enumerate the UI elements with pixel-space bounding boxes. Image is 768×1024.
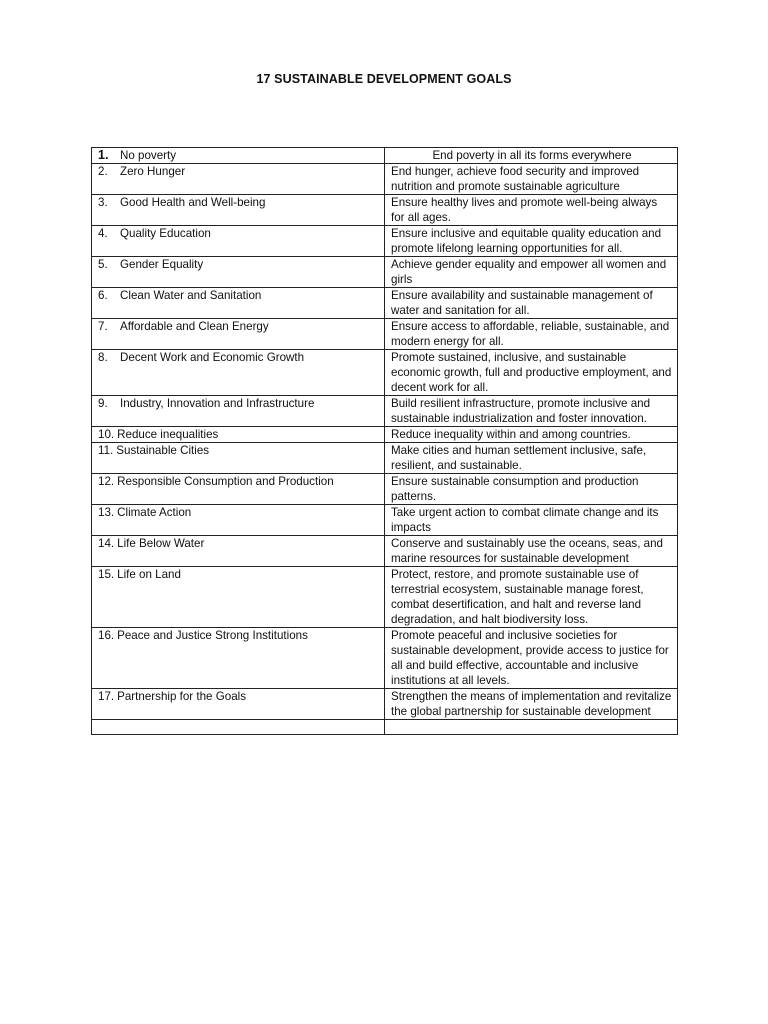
goal-number: 3. (98, 196, 108, 209)
goal-number: 12. (98, 475, 115, 488)
goal-name-cell (92, 164, 385, 195)
empty-cell (385, 720, 678, 735)
goal-name: Gender Equality (120, 258, 204, 271)
goal-description: Ensure healthy lives and promote well-being always for all ages. (385, 195, 678, 226)
goal-description: Make cities and human settlement inclusive, safe, resilient, and sustainable. (385, 443, 678, 474)
goal-name-cell (92, 350, 385, 396)
goal-number: 8. (98, 351, 108, 364)
goal-name: Clean Water and Sanitation (120, 289, 262, 302)
table-row (92, 505, 678, 536)
goal-number: 10. (98, 428, 115, 441)
goal-number: 16. (98, 629, 115, 642)
page-title: 17 SUSTAINABLE DEVELOPMENT GOALS (256, 72, 512, 86)
goal-description: End hunger, achieve food security and improved nutrition and promote sustainable agriculture (385, 164, 678, 195)
goal-number: 7. (98, 320, 108, 333)
goal-description: Conserve and sustainably use the oceans, seas, and marine resources for sustainable development (385, 536, 678, 567)
goal-name-cell (92, 628, 385, 689)
goal-number: 14. (98, 537, 115, 550)
goal-name-cell (92, 443, 385, 474)
goal-name-cell (92, 536, 385, 567)
goal-description: Promote peaceful and inclusive societies for sustainable development, provide access to justice for all and build effective, accountable and inclusive institutions at all levels. (385, 628, 678, 689)
table-row (92, 148, 678, 164)
table-row (92, 427, 678, 443)
goal-name: Climate Action (117, 506, 192, 519)
goal-name-cell (92, 288, 385, 319)
goal-description: Ensure access to affordable, reliable, sustainable, and modern energy for all. (385, 319, 678, 350)
empty-cell (92, 720, 385, 735)
goal-description: Ensure availability and sustainable management of water and sanitation for all. (385, 288, 678, 319)
table-row (92, 443, 678, 474)
goal-name: Sustainable Cities (116, 444, 210, 457)
table-row (92, 350, 678, 396)
goal-name-cell (92, 567, 385, 628)
table-row (92, 319, 678, 350)
goal-name: Life on Land (117, 568, 181, 581)
goal-name: Industry, Innovation and Infrastructure (120, 397, 315, 410)
table-row (92, 195, 678, 226)
goal-name-cell (92, 148, 385, 164)
goal-number: 5. (98, 258, 108, 271)
goal-number: 9. (98, 397, 108, 410)
table-row (92, 226, 678, 257)
goal-name-cell (92, 319, 385, 350)
goal-name-cell (92, 226, 385, 257)
goal-description: Strengthen the means of implementation and revitalize the global partnership for sustainable development (385, 689, 678, 720)
goal-name-cell (92, 257, 385, 288)
empty-table-row (92, 720, 678, 735)
goal-name: Life Below Water (117, 537, 205, 550)
goal-name: Peace and Justice Strong Institutions (117, 629, 308, 642)
table-row (92, 474, 678, 505)
goal-name-cell (92, 195, 385, 226)
goal-name: Affordable and Clean Energy (120, 320, 269, 333)
goal-description: Take urgent action to combat climate change and its impacts (385, 505, 678, 536)
goal-name: Zero Hunger (120, 165, 186, 178)
goal-name: Reduce inequalities (117, 428, 219, 441)
goal-number: 15. (98, 568, 115, 581)
goal-name: Partnership for the Goals (117, 690, 247, 703)
table-row (92, 628, 678, 689)
goal-number: 6. (98, 289, 108, 302)
goal-number: 13. (98, 506, 115, 519)
table-row (92, 257, 678, 288)
goal-name-cell (92, 505, 385, 536)
table-row (92, 288, 678, 319)
table-row (92, 689, 678, 720)
goal-number: 2. (98, 165, 108, 178)
table-row (92, 396, 678, 427)
goal-description: Promote sustained, inclusive, and sustainable economic growth, full and productive employment, and decent work for all. (385, 350, 678, 396)
goal-name-cell (92, 474, 385, 505)
goal-name-cell (92, 689, 385, 720)
goal-number: 17. (98, 690, 115, 703)
goal-name-cell (92, 427, 385, 443)
goal-description: End poverty in all its forms everywhere (385, 148, 678, 164)
goal-description: Ensure inclusive and equitable quality education and promote lifelong learning opportunities for all. (385, 226, 678, 257)
goal-name: Quality Education (120, 227, 211, 240)
goal-number: 11. (98, 444, 114, 457)
goal-name: No poverty (120, 149, 177, 162)
goal-description: Achieve gender equality and empower all women and girls (385, 257, 678, 288)
goals-table (91, 147, 678, 735)
goal-description: Ensure sustainable consumption and production patterns. (385, 474, 678, 505)
table-row (92, 567, 678, 628)
goal-description: Reduce inequality within and among countries. (385, 427, 678, 443)
goal-description: Build resilient infrastructure, promote inclusive and sustainable industrialization and foster innovation. (385, 396, 678, 427)
table-row (92, 536, 678, 567)
goal-description: Protect, restore, and promote sustainable use of terrestrial ecosystem, sustainable manage forest, combat desertification, and halt and reverse land degradation, and halt biodiversity loss. (385, 567, 678, 628)
goal-name: Decent Work and Economic Growth (120, 351, 305, 364)
goal-name-cell (92, 396, 385, 427)
goal-name: Responsible Consumption and Production (117, 475, 334, 488)
goal-number: 1. (98, 148, 109, 162)
goal-name: Good Health and Well-being (120, 196, 266, 209)
goal-number: 4. (98, 227, 108, 240)
table-row (92, 164, 678, 195)
